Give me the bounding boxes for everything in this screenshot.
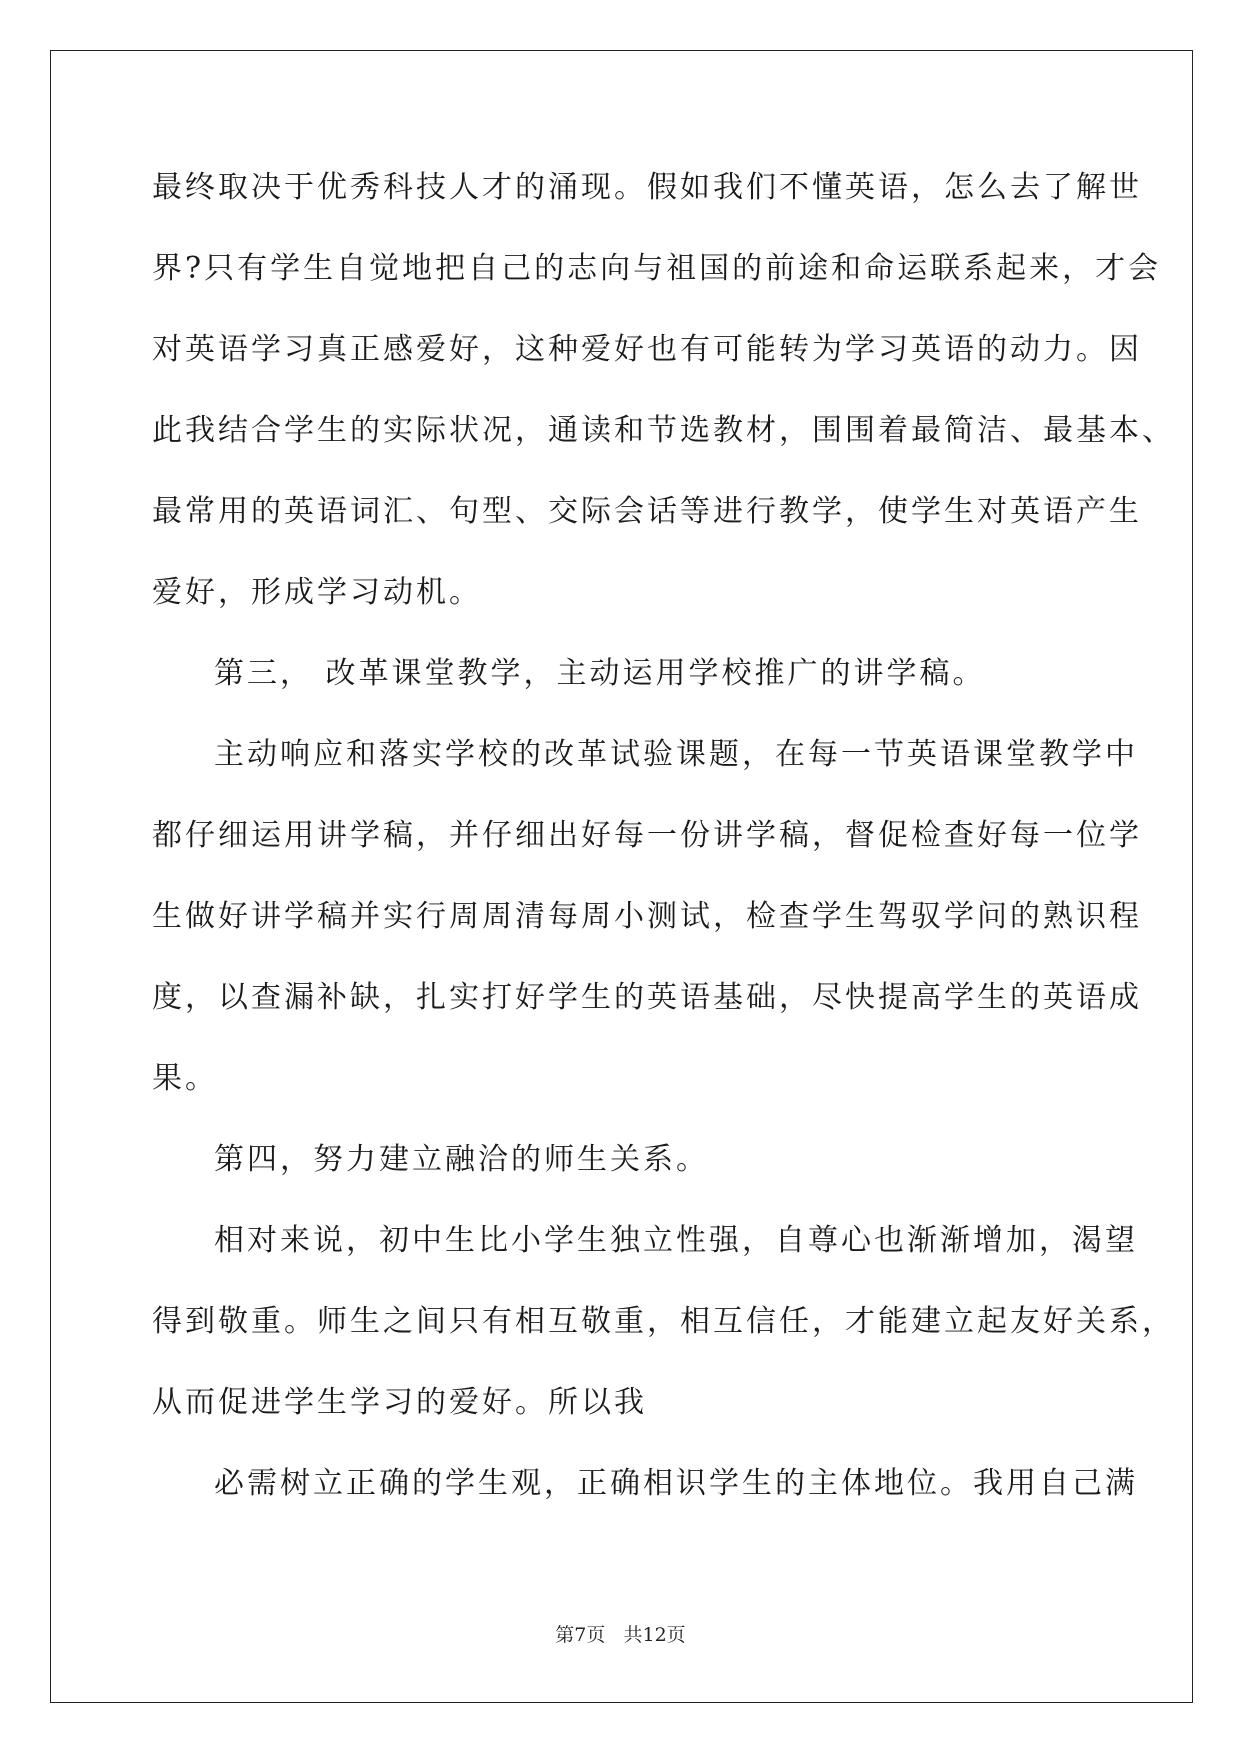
text-line-17: 必需树立正确的学生观，正确相识学生的主体地位。我用自己满 [214, 1466, 1138, 1501]
text-line-5: 最常用的英语词汇、句型、交际会话等进行教学，使学生对英语产生 [152, 494, 1142, 529]
section-heading-3: 第三， 改革课堂教学，主动运用学校推广的讲学稿。 [214, 656, 986, 691]
text-line-8: 主动响应和落实学校的改革试验课题，在每一节英语课堂教学中 [214, 737, 1138, 772]
page-number-footer: 第7页 共12页 [555, 1624, 686, 1646]
text-line-1: 最终取决于优秀科技人才的涌现。假如我们不懂英语，怎么去了解世 [152, 170, 1142, 205]
text-line-6: 爱好，形成学习动机。 [152, 575, 482, 610]
text-line-3: 对英语学习真正感爱好，这种爱好也有可能转为学习英语的动力。因 [152, 332, 1142, 367]
text-line-15: 得到敬重。师生之间只有相互敬重，相互信任，才能建立起友好关系， [152, 1304, 1175, 1339]
text-line-10: 生做好讲学稿并实行周周清每周小测试，检查学生驾驭学问的熟识程 [152, 899, 1142, 934]
text-line-16: 从而促进学生学习的爱好。所以我 [152, 1385, 647, 1420]
text-line-4: 此我结合学生的实际状况，通读和节选教材，围围着最简洁、最基本、 [152, 413, 1175, 448]
text-line-12: 果。 [152, 1061, 218, 1096]
document-body [152, 158, 1175, 1535]
section-heading-4: 第四，努力建立融洽的师生关系。 [214, 1142, 709, 1177]
text-line-14: 相对来说，初中生比小学生独立性强，自尊心也渐渐增加，渴望 [214, 1223, 1138, 1258]
text-line-9: 都仔细运用讲学稿，并仔细出好每一份讲学稿，督促检查好每一位学 [152, 818, 1142, 853]
text-line-11: 度，以查漏补缺，扎实打好学生的英语基础，尽快提高学生的英语成 [152, 980, 1142, 1015]
text-line-2: 界?只有学生自觉地把自己的志向与祖国的前途和命运联系起来，才会 [152, 251, 1162, 286]
